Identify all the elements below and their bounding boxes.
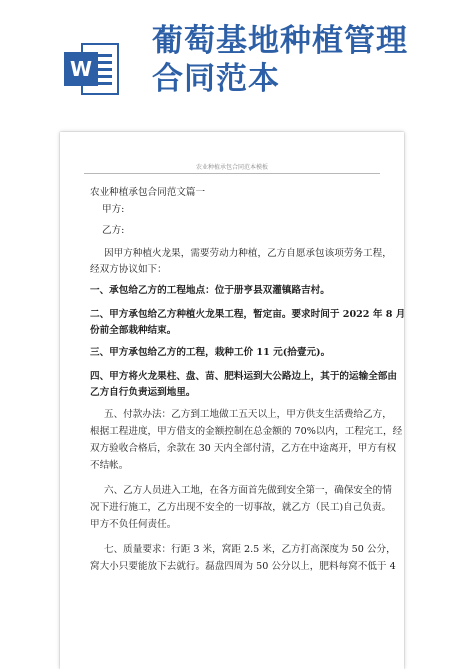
banner-title-line: 葡萄基地种植管理 — [152, 23, 408, 59]
intro-line: 经双方协议如下： — [90, 264, 167, 275]
clause-6-line: 六、乙方人员进入工地，在各方面首先做到安全第一，确保安全的情 — [104, 485, 392, 496]
clause-5-line: 五、付款办法：乙方到工地做工五天以上，甲方供支生活费给乙方， — [104, 409, 392, 420]
intro-line: 因甲方种植火龙果，需要劳动力种植，乙方自愿承包该项劳务工程， — [104, 248, 392, 259]
clause-2-line: 二、甲方承包给乙方种植火龙果工程，暂定亩。要求时间于 2022 年 8 月 — [90, 309, 406, 320]
document-page — [60, 132, 404, 669]
clause-6-line: 甲方不负任何责任。 — [90, 519, 177, 530]
clause-2-line: 份前全部栽种结束。 — [90, 325, 177, 336]
clause-6-line: 况下进行施工，乙方出现不安全的一切事故，就乙方（民工)自己负责。 — [90, 502, 392, 513]
document-heading: 农业种植承包合同范文篇一 — [90, 187, 206, 198]
document-banner — [0, 0, 474, 110]
party-b-label: 乙方: — [102, 225, 125, 236]
clause-4-line: 乙方自行负责运到地里。 — [90, 387, 196, 398]
clause-4-line: 四、甲方将火龙果柱、盘、苗、肥料运到大公路边上，其于的运输全部由 — [90, 371, 397, 382]
clause-7-line: 窝大小只要能放下去就行。磊盘四周为 50 公分以上，肥料每窝不低于 4 — [90, 561, 396, 572]
party-a-label: 甲方: — [102, 204, 125, 215]
clause-7-line: 七、质量要求：行距 3 米，窝距 2.5 米，乙方打高深度为 50 公分， — [104, 544, 396, 555]
word-icon-letter: W — [69, 57, 93, 81]
banner-title-line: 合同范本 — [152, 61, 280, 97]
clause-5-line: 根据工程进度，甲方借支的金额控制在总金额的 70%以内，工程完工，经 — [90, 426, 403, 437]
clause-5-line: 双方验收合格后，余款在 30 天内全部付清，乙方在中途离开，甲方有权 — [90, 443, 397, 454]
word-document-icon — [62, 38, 124, 100]
clause-5-line: 不结帐。 — [90, 460, 129, 471]
header-divider — [84, 173, 380, 174]
clause-3: 三、甲方承包给乙方的工程，栽种工价 11 元(拾壹元)。 — [90, 347, 331, 358]
page-header: 农业种植承包合同范本模板 — [195, 164, 268, 171]
clause-1: 一、承包给乙方的工程地点：位于册亨县双灌镇路吉村。 — [90, 285, 330, 296]
banner-title — [152, 22, 452, 98]
